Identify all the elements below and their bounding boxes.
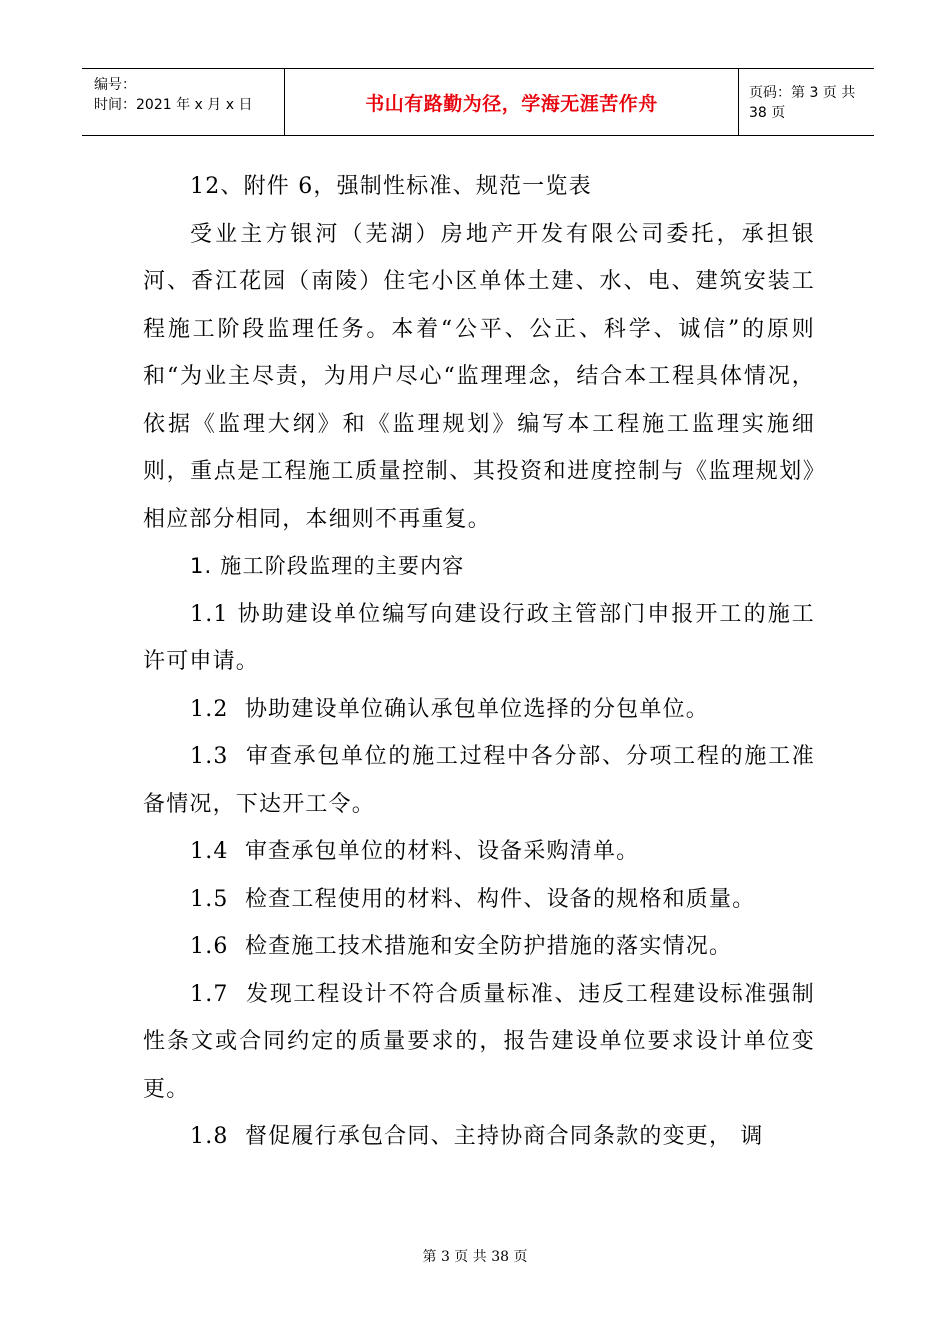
item-1-6: 1.6 检查施工技术措施和安全防护措施的落实情况。 — [190, 934, 733, 959]
number-label: 编号： — [94, 77, 136, 93]
time-label: 时间：2021 年 x 月 x 日 — [94, 97, 253, 113]
header-page-label: 页码：第 3 页 共 38 页 — [749, 85, 856, 121]
item-1-3: 1.3 审查承包单位的施工过程中各分部、分项工程的施工准备情况，下达开工令。 — [143, 744, 815, 817]
item-1-5: 1.5 检查工程使用的材料、构件、设备的规格和质量。 — [190, 886, 756, 912]
document-body — [143, 163, 815, 1161]
section-heading: 1. 施工阶段监理的主要内容 — [190, 554, 465, 578]
item-1-8: 1.8 督促履行承包合同、主持协商合同条款的变更， 调 — [190, 1124, 764, 1149]
page-footer: 第 3 页 共 38 页 — [422, 1249, 528, 1265]
item-1-4: 1.4 审查承包单位的材料、设备采购清单。 — [190, 839, 640, 864]
attachment-line: 12、附件 6，强制性标准、规范一览表 — [190, 174, 592, 199]
item-1-2: 1.2 协助建设单位确认承包单位选择的分包单位。 — [190, 696, 709, 722]
item-1-7: 1.7 发现工程设计不符合质量标准、违反工程建设标准强制性条文或合同约定的质量要求的，报告建设单位要求设计单位变更。 — [143, 981, 815, 1102]
header-motto: 书山有路勤为径，学海无涯苦作舟 — [285, 69, 739, 135]
item-1-1: 1.1 协助建设单位编写向建设行政主管部门申报开工的施工许可申请。 — [143, 601, 815, 674]
intro-paragraph: 受业主方银河（芜湖）房地产开发有限公司委托，承担银河、香江花园（南陵）住宅小区单体土建、水、电、建筑安装工程施工阶段监理任务。本着“公平、公正、科学、诚信”的原则和“为业主尽责，为用户尽心“监理理念，结合本工程具体情况，依据《监理大纲》和《监理规划》编写本工程施工监理实施细则，重点是工程施工质量控制、其投资和进度控制与《监理规划》相应部分相同，本细则不再重复。 — [143, 221, 815, 532]
header-meta — [82, 69, 285, 135]
page-header — [82, 68, 874, 136]
